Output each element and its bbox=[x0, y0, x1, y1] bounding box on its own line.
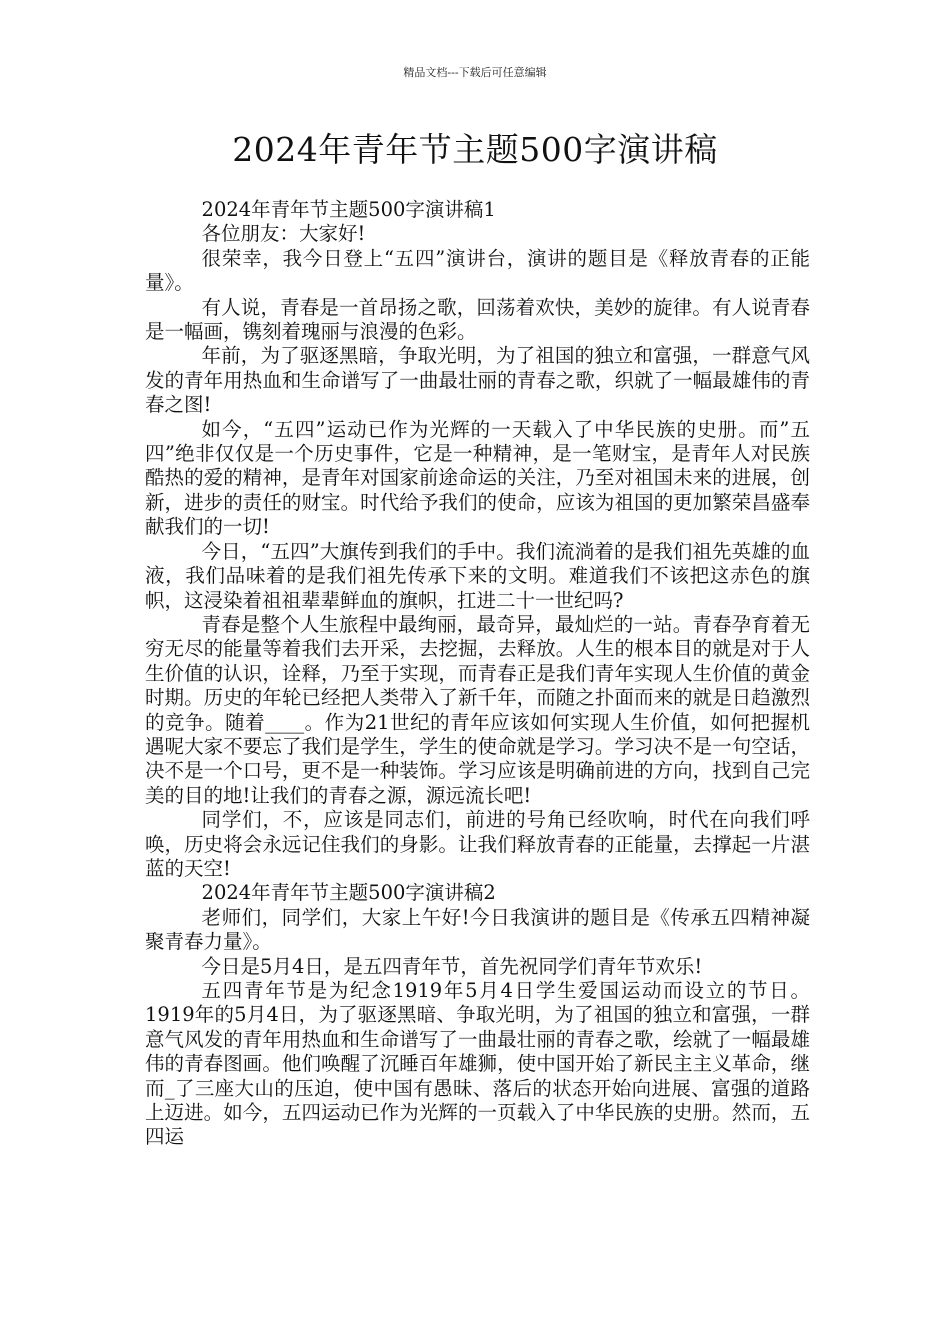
paragraph: 年前，为了驱逐黑暗，争取光明，为了祖国的独立和富强，一群意气风发的青年用热血和生命谱写了一曲最壮丽的青春之歌，织就了一幅最雄伟的青春之图! bbox=[145, 344, 810, 417]
paragraph: 老师们，同学们，大家上午好!今日我演讲的题目是《传承五四精神凝聚青春力量》。 bbox=[145, 905, 810, 954]
document-title: 2024年青年节主题500字演讲稿 bbox=[232, 130, 718, 169]
paragraph: 如今，“五四”运动已作为光辉的一天载入了中华民族的史册。而”五四”绝非仅仅是一个历史事件，它是一种精神，是一笔财宝，是青年人对民族酷热的爱的精神，是青年对国家前途命运的关注，乃至对祖国未来的进展，创新，进步的责任的财宝。时代给予我们的使命，应该为祖国的更加繁荣昌盛奉献我们的一切! bbox=[145, 417, 810, 539]
paragraph: 同学们，不，应该是同志们，前进的号角已经吹响，时代在向我们呼唤，历史将会永远记住我们的身影。让我们释放青春的正能量，去撑起一片湛蓝的天空! bbox=[145, 808, 810, 880]
paragraph: 很荣幸，我今日登上“五四”演讲台，演讲的题目是《释放青春的正能量》。 bbox=[145, 246, 810, 295]
paragraph: 今日，“五四”大旗传到我们的手中。我们流淌着的是我们祖先英雄的血液，我们品味着的是我们祖先传承下来的文明。难道我们不该把这赤色的旗帜，这浸染着祖祖辈辈鲜血的旗帜，扛进二十一世纪吗? bbox=[145, 539, 810, 612]
paragraph: 五四青年节是为纪念1919年5月4日学生爱国运动而设立的节日。1919年的5月4日，为了驱逐黑暗、争取光明，为了祖国的独立和富强，一群意气风发的青年用热血和生命谱写了一曲最壮丽的青春之歌，绘就了一幅最雄伟的青春图画。他们唤醒了沉睡百年雄狮，使中国开始了新民主主义革命，继而_了三座大山的压迫，使中国有愚昧、落后的状态开始向进展、富强的道路上迈进。如今，五四运动已作为光辉的一页载入了中华民族的史册。然而，五四运 bbox=[145, 979, 810, 1149]
paragraph: 有人说，青春是一首昂扬之歌，回荡着欢快，美妙的旋律。有人说青春是一幅画，镌刻着瑰丽与浪漫的色彩。 bbox=[145, 295, 810, 344]
paragraph: 各位朋友：大家好! bbox=[201, 222, 366, 246]
section-heading-1: 2024年青年节主题500字演讲稿1 bbox=[201, 198, 496, 221]
page-header: 精品文档---下载后可任意编辑 bbox=[403, 66, 547, 79]
document-body bbox=[145, 198, 810, 1150]
paragraph: 今日是5月4日，是五四青年节，首先祝同学们青年节欢乐! bbox=[201, 954, 703, 978]
section-heading-2: 2024年青年节主题500字演讲稿2 bbox=[201, 881, 496, 905]
paragraph: 青春是整个人生旅程中最绚丽，最奇异，最灿烂的一站。青春孕育着无穷无尽的能量等着我们去开采，去挖掘，去释放。人生的根本目的就是对于人生价值的认识，诠释，乃至于实现，而青春正是我们青年实现人生价值的黄金时期。历史的年轮已经把人类带入了新千年，而随之扑面而来的就是日趋激烈的竞争。随着____。作为21世纪的青年应该如何实现人生价值，如何把握机遇呢大家不要忘了我们是学生，学生的使命就是学习。学习决不是一句空话，决不是一个口号，更不是一种装饰。学习应该是明确前进的方向，找到自己完美的目的地!让我们的青春之源，源远流长吧! bbox=[145, 612, 810, 807]
